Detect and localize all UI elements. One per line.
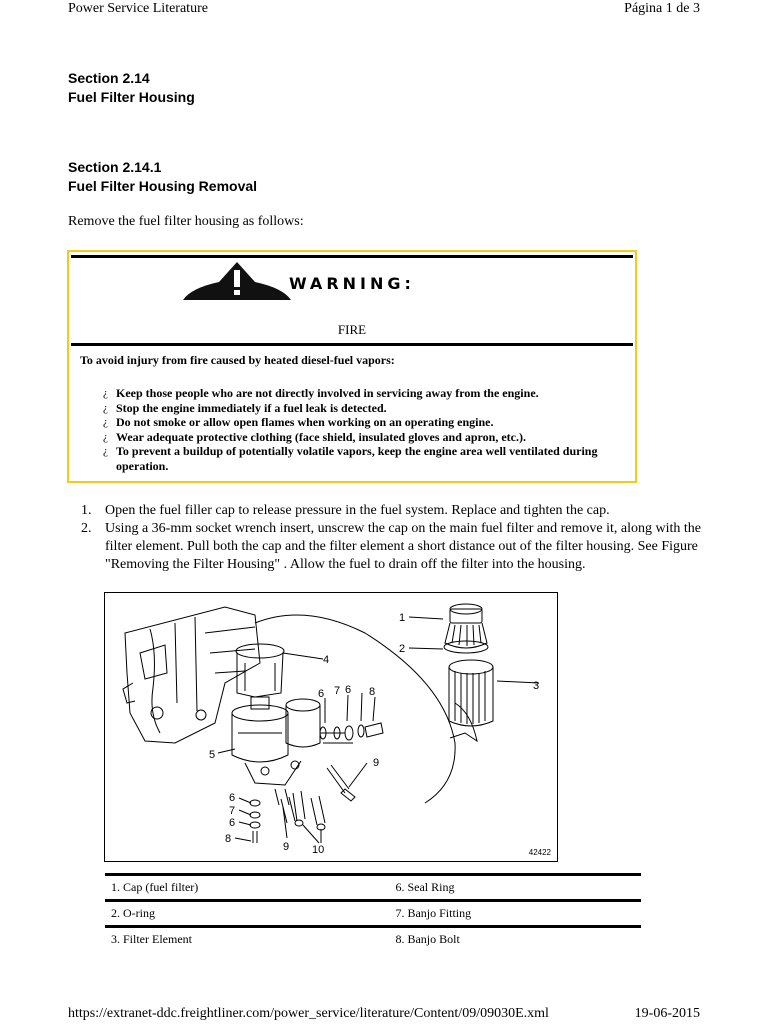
figure-removing-filter-housing xyxy=(104,592,558,862)
table-row xyxy=(105,875,641,901)
callout-10: 10 xyxy=(312,844,325,856)
warning-item: ¿ Wear adequate protective clothing (face shield, insulated gloves and apron, etc.). xyxy=(103,429,526,444)
subsection-number: Section 2.14.1 xyxy=(68,159,162,175)
callout-9a: 9 xyxy=(373,757,380,769)
callout-6d: 6 xyxy=(229,817,236,829)
warning-middle-rule xyxy=(71,343,633,346)
page-number: Página 1 de 3 xyxy=(624,1,700,16)
table-row xyxy=(105,901,641,927)
callout-1: 1 xyxy=(399,612,406,624)
procedure-step: 2. Using a 36-mm socket wrench insert, unscrew the cap on the main fuel filter and remove it, along with the filter element. Pull both the cap and the filter element a short distance out of the filter housing. See Figure "Removing the Filter Housing" . Allow the fuel to drain off the filter into the housing. xyxy=(81,521,701,572)
legend-cell: 1. Cap (fuel filter) xyxy=(105,875,388,901)
legend-cell: 7. Banjo Fitting xyxy=(388,901,640,927)
footer-url: https://extranet-ddc.freightliner.com/power_service/literature/Content/09/09030E.xml xyxy=(68,1006,549,1021)
legend-cell: 3. Filter Element xyxy=(105,927,388,952)
callout-2: 2 xyxy=(399,643,406,655)
warning-item: ¿ Stop the engine immediately if a fuel leak is detected. xyxy=(103,400,387,415)
section-number: Section 2.14 xyxy=(68,70,150,86)
callout-8a: 8 xyxy=(369,686,376,698)
footer-date: 19-06-2015 xyxy=(634,1006,700,1021)
warning-item: ¿ Keep those people who are not directly involved in servicing away from the engine. xyxy=(103,386,539,400)
callout-7b: 7 xyxy=(229,805,236,817)
callout-6c: 6 xyxy=(229,792,236,804)
procedure-steps xyxy=(68,502,708,574)
warning-item: ¿ Do not smoke or allow open flames when working on an operating engine. xyxy=(103,415,494,429)
callout-5: 5 xyxy=(209,749,216,761)
callout-9b: 9 xyxy=(283,841,290,853)
warning-banner xyxy=(179,258,519,306)
procedure-step: 1. Open the fuel filler cap to release pressure in the fuel system. Replace and tighten the cap. xyxy=(81,503,610,518)
callout-6b: 6 xyxy=(345,684,352,696)
legend-cell: 2. O-ring xyxy=(105,901,388,927)
warning-item: ¿ To prevent a buildup of potentially volatile vapors, keep the engine area well ventilated during operation. xyxy=(103,444,598,473)
warning-label: WARNING: xyxy=(289,274,415,293)
section-heading xyxy=(68,69,195,107)
warning-intro: To avoid injury from fire caused by heated diesel-fuel vapors: xyxy=(80,353,395,367)
section-title: Fuel Filter Housing xyxy=(68,89,195,105)
callout-7a: 7 xyxy=(334,685,341,697)
warning-kind: FIRE xyxy=(337,322,367,337)
subsection-title: Fuel Filter Housing Removal xyxy=(68,178,258,194)
figure-number: 42422 xyxy=(528,848,551,857)
intro-text: Remove the fuel filter housing as follows: xyxy=(68,214,304,229)
callout-4: 4 xyxy=(323,654,330,666)
callout-8b: 8 xyxy=(225,833,232,845)
figure-legend-table xyxy=(105,873,641,951)
table-row xyxy=(105,927,641,952)
warning-box xyxy=(67,250,637,483)
page-header-title: Power Service Literature xyxy=(68,1,208,16)
fuel-filter-illustration xyxy=(105,593,557,861)
legend-cell: 8. Banjo Bolt xyxy=(388,927,640,952)
subsection-heading xyxy=(68,158,257,196)
callout-3: 3 xyxy=(533,680,540,692)
warning-list xyxy=(81,386,621,473)
legend-cell: 6. Seal Ring xyxy=(388,875,640,901)
callout-6a: 6 xyxy=(318,688,325,700)
